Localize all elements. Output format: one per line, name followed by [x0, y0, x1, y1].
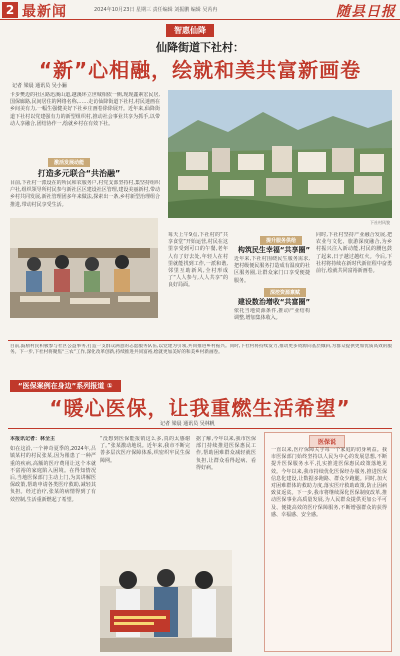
section-text-3: 近年来,下社村围绕民生服务需求,把村级便民服务打造成有温度的社区服务圈,让群众家门口享受便捷服务。: [234, 256, 310, 284]
feature-subtitle: 仙降街道下社村：: [156, 41, 244, 54]
feature2-column-a: [10, 436, 96, 652]
section-head-1: 打造多元联合“共治融”: [37, 169, 121, 178]
feature-kicker: 智惠仙降: [166, 24, 214, 37]
section-text-2: 每天上午9点,下社村的“共享食堂”开始运营,村民在这里享受到可口的午餐,老年人有了好去处,年轻人在村里就能找到工作,一派和谐,邻里互助新风,全村形成了“人人参与,人人共享”的良好局面。: [168, 232, 228, 289]
town-photo-caption: 下社村风貌: [370, 220, 390, 225]
intro-label: 本报讯记者：林全主: [10, 436, 56, 442]
section-head-3: 构筑民生幸福“共享圈”: [237, 246, 311, 254]
town-photo: [168, 90, 392, 218]
workshop-photo-image: [10, 218, 158, 318]
feature2-headline: “暖心医保，让我重燃生活希望”: [49, 396, 351, 420]
masthead: [0, 0, 400, 20]
feature-byline: 记者 梁晨 通讯员 吴小骊: [12, 83, 67, 89]
column-a-text: 如在这沿,一个神奇夏季的,2024年,吕镇某村的村民张某,因为罹患了一种严重的疾病,高额的医疗费用让这个本就不富裕的家庭陷入困境。在得知情况后,当地医保部门主动上门,为其讲解医保政策,帮助申请各类医疗救助,减轻其负担。经过治疗,张某的病情得到了有效控制,生活重新燃起了希望。: [10, 446, 96, 503]
divider-line: [8, 340, 392, 341]
section-text-5: 同时,下社村坚持产业融合发展,把农业与文化、旅游深度融合,为乡村振兴注入新动能,村民的腰包鼓了起来,日子越过越红火。今后,下社村将持续在新时代新征程中奋勇前行,绘就共同富裕新画卷。: [316, 232, 392, 275]
section-title: 最新闻: [22, 4, 67, 20]
commentary-text: 一直以来,医疗保障关乎每一个家庭的切身利益。我市医保部门始终坚持以人民为中心的发展思想,不断提升医保服务水平,扎实推进医保惠民政策落地见效。今年以来,我市持续优化医保经办服务,推进医保信息化建设,让数据多跑路、群众少跑腿。同时,加大对困难群体的救助力度,落实医疗救助政策,防止因病致贫返贫。下一步,我市将继续深化医保制度改革,推动医保事业高质量发展,为人民群众提供更加公平可及、便捷高效的医疗保障服务,不断增强群众的获得感、幸福感、安全感。: [271, 447, 387, 518]
commentary-tag: 医保说: [309, 435, 345, 448]
donation-photo: [100, 550, 232, 652]
edition-meta: 2024年10月23日 星期三 责任编辑 刘振鹏 编辑 吴芮冉: [94, 7, 218, 13]
section-text-4: 依托当地资源条件,推动产业结构调整,增加集体收入。: [234, 308, 310, 322]
paper-logo: 随县日报: [336, 4, 396, 20]
section-text-1: 目前,下社村一派设在的所民和农服务户,村党支部坚持村,集坚持组织户社,组织领导所村民参与新社区区建设社区管理,建设美丽新村,带动乡村共同发展,新社管理团多年来做法,探索出一条,乡村新型治理组合推进,带动村民享受生活。: [10, 180, 160, 208]
section-head-4: 建设数治增收“共富圈”: [237, 298, 311, 306]
page-number: 2: [2, 2, 18, 18]
section-label-4: 深挖资源禀赋: [264, 288, 306, 297]
town-photo-image: [168, 90, 392, 218]
lead-paragraph: 卡步樊迈的社区路迅溪山道,越溪环立世城相依一侧,现现鑫素宏民居,国保廊路,民间居住的网络名称,……走访仙降街道下社村,村民迷画在乡间美有力,一幅生强健美好下社乡庄画卷徐徐展开。近年来,仙降街道下社村以党建强有力的新型组织村,推动社会事业共享为抓手,以带动人享融合,团结协作一,绘就乡村在有效下社。: [10, 92, 160, 127]
feature-headline: “新”心相融，绘就和美共富新画卷: [38, 58, 362, 82]
workshop-photo: [10, 218, 158, 318]
donation-photo-image: [100, 550, 232, 652]
section-label-1: 激活发展动能: [48, 158, 90, 167]
divider-line-2: [8, 428, 392, 429]
feature2-byline: 记者 梁晨 通讯员 吴林帆: [160, 421, 215, 427]
commentary-box: [264, 432, 392, 652]
section-label-3: 提升服务供给: [260, 236, 302, 245]
feature2-column-b: “没想到医保能报销这么多,真的太感谢了。”张某激动地说。近年来,我市不断完善多层次医疗保障体系,织密织牢民生保障网。: [100, 436, 190, 464]
editor-note: 目前,鼓励村民积极参与社区公益事务,打造一支群众满意的志愿服务队伍,以党建为引领,共同推进乡村振兴。同时,下社村将持续发力,推动更多资源向基层倾斜,为群众提供更加优质高效的服务。下一步,下社村将聚焦“三农”工作,深化改革创新,持续推进共同富裕,绘就更加美好的和美乡村新画卷。: [10, 344, 392, 356]
series-banner: “医保案例在身边”系列报道 ①: [10, 380, 121, 392]
feature2-column-c: 据了解,今年以来,我市医保部门持续推进医保惠民工作,帮助困难群众减轻就医负担,让群众看得起病、看得好病。: [196, 436, 256, 471]
